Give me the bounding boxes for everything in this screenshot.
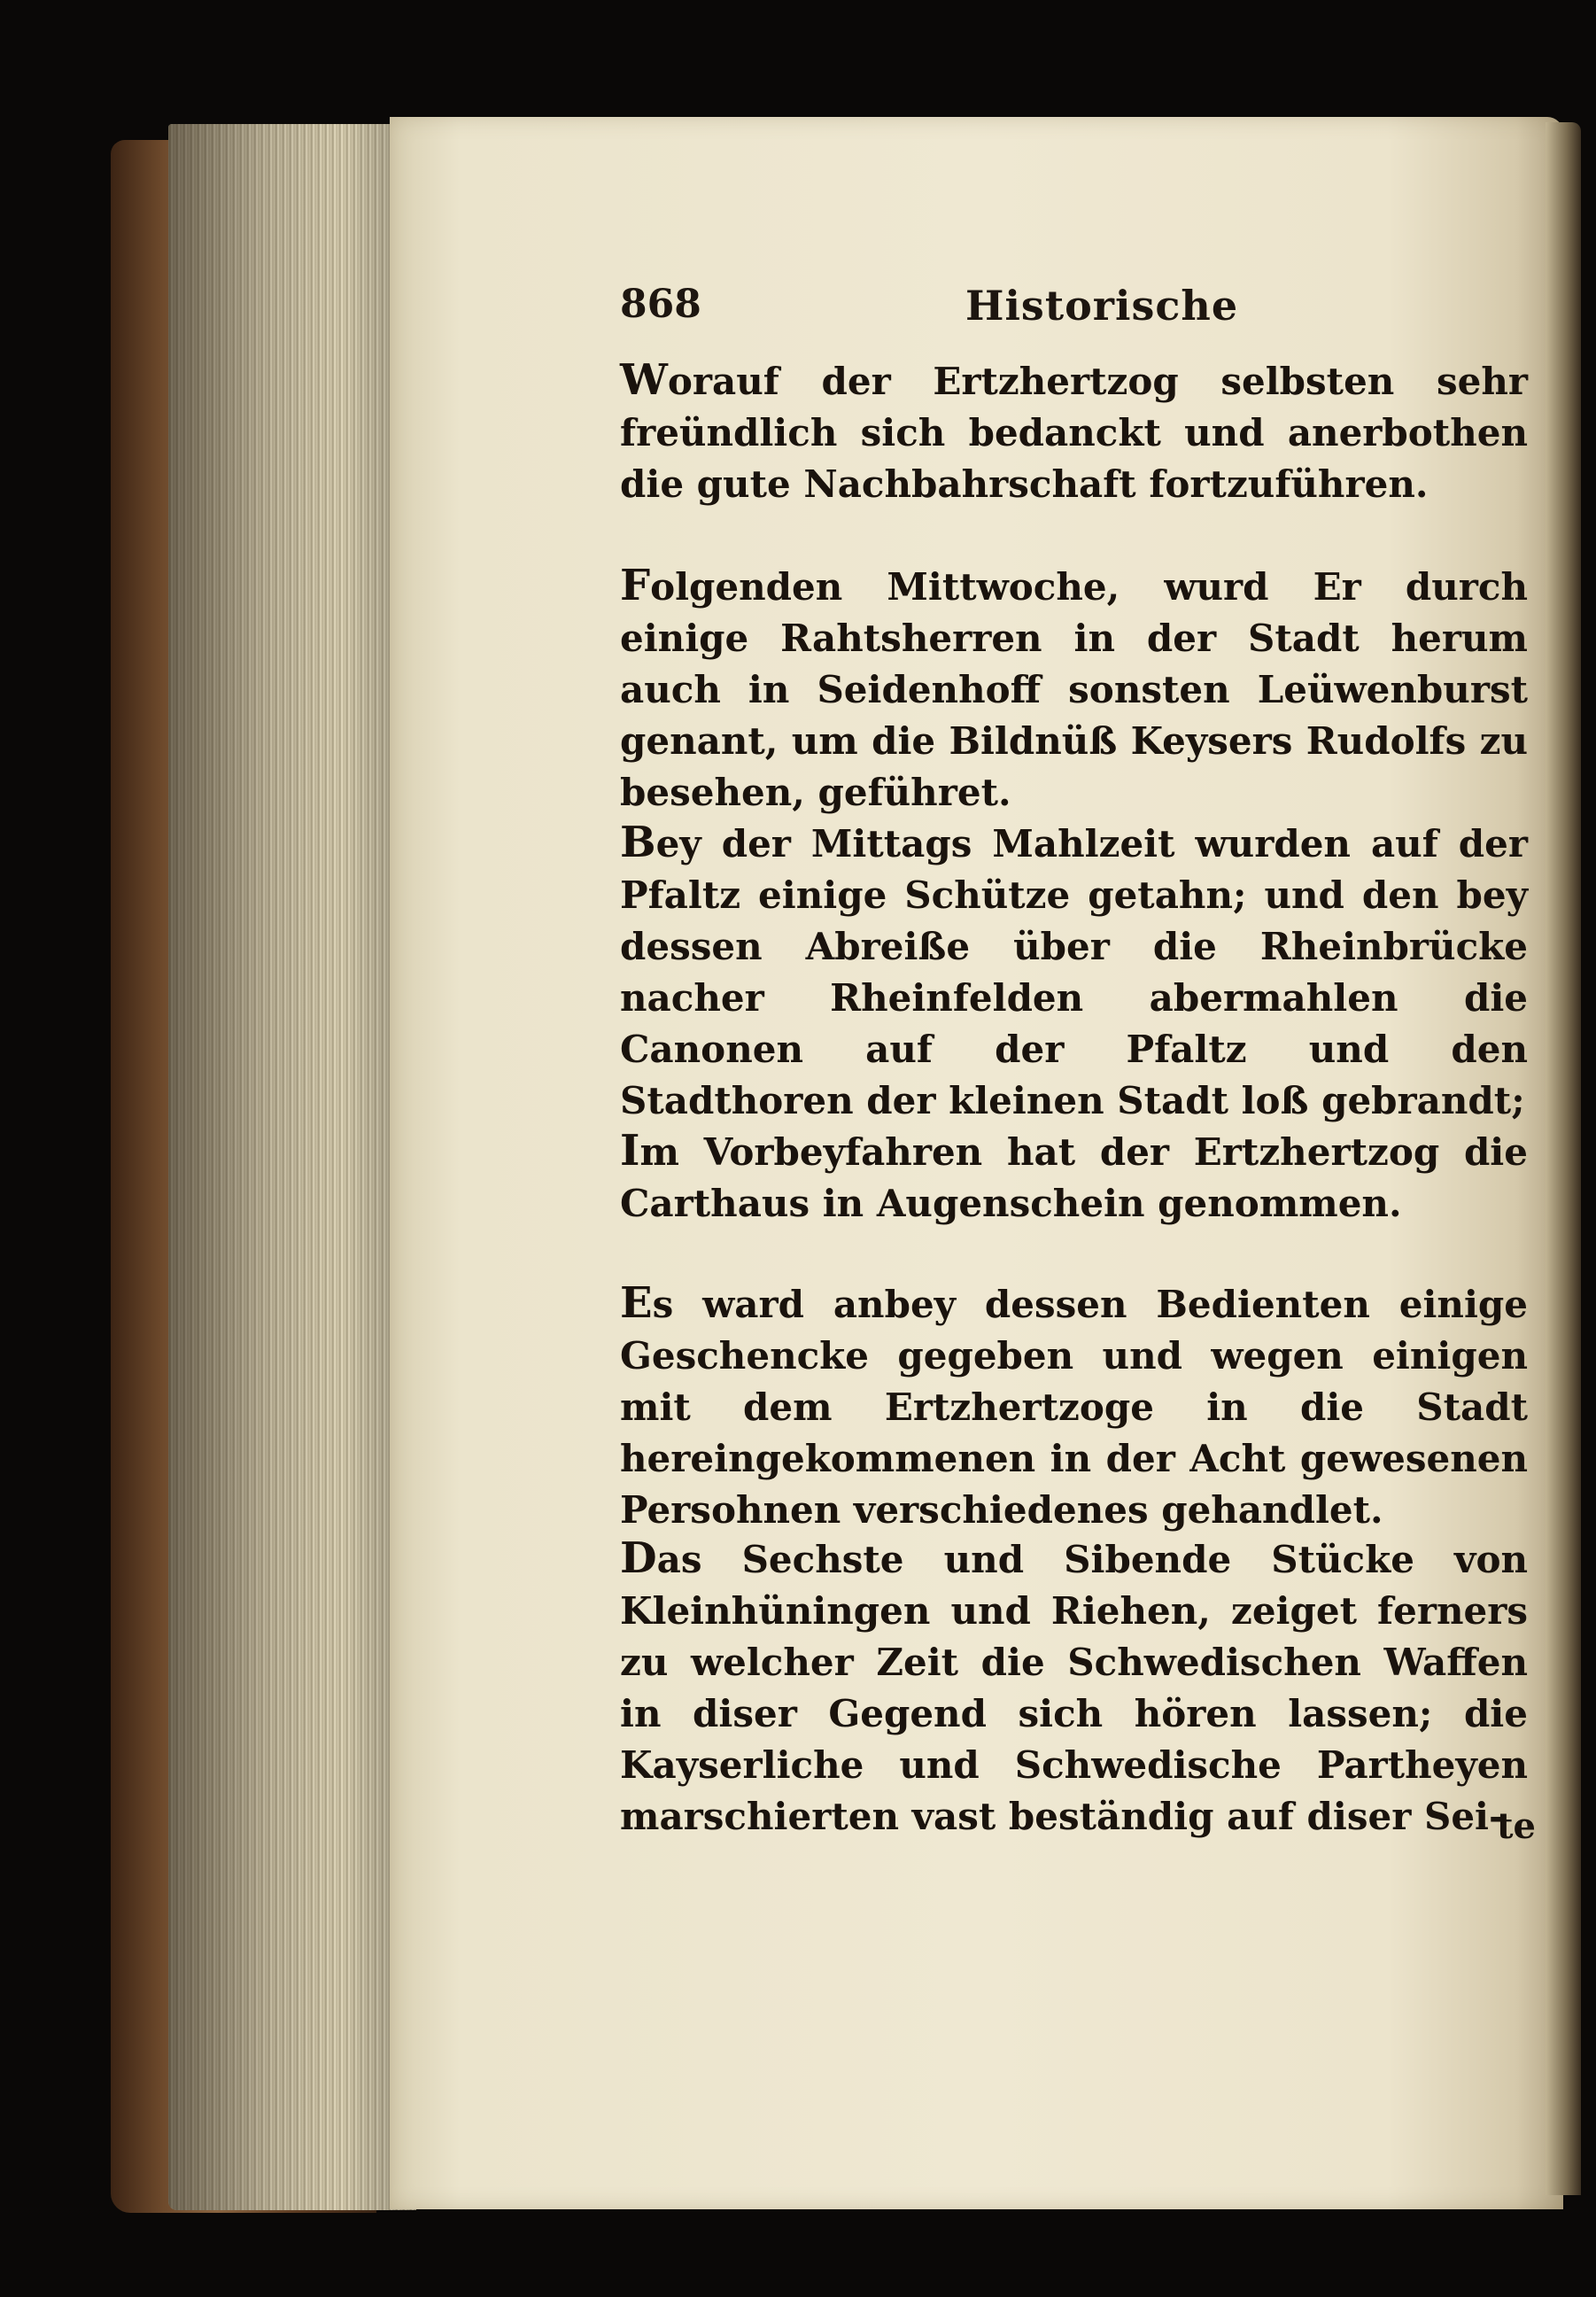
paragraph-5: Es ward anbey dessen Bedienten einige Geschencke gegeben und wegen einigen mit dem Ertzhertzoge in die Stadt hereingekommenen in der Acht gewesenen Persohnen verschiedenes gehandlet. <box>620 1278 1528 1532</box>
paragraph-3: Bey der Mittags Mahlzeit wurden auf der Pfaltz einige Schütze getahn; und den bey dessen Abreiße über die Rheinbrücke nacher Rheinfelden abermahlen die Canonen auf der Pfaltz und den Stadthoren der kleinen Stadt loß gebrandt; <box>620 818 1528 1122</box>
paragraph-4: Im Vorbeyfahren hat der Ertzhertzog die Carthaus in Augenschein genommen. <box>620 1126 1528 1225</box>
page-number: 868 <box>620 282 701 327</box>
book-gutter <box>1546 122 1581 2195</box>
page-edges-shadow <box>168 124 416 2210</box>
paragraph-1: Worauf der Ertzhertzog selbsten sehr freündlich sich bedanckt und anerbothen die gute Nachbahrschaft fortzuführen. <box>620 355 1528 506</box>
paragraph-6: Das Sechste und Sibende Stücke von Kleinhüningen und Riehen, zeiget ferners zu welcher Zeit die Schwedischen Waffen in diser Gegend sich hören lassen; die Kayserliche und Schwedische Partheyen marschierten vast beständig auf diser Sei- <box>620 1533 1528 1838</box>
page-header <box>620 282 1532 335</box>
running-title: Historische <box>965 282 1239 330</box>
catchword: te <box>1497 1805 1536 1847</box>
paragraph-2: Folgenden Mittwoche, wurd Er durch einige Rahtsherren in der Stadt herum auch in Seidenhoff sonsten Leüwenburst genant, um die Bildnüß Keysers Rudolfs zu besehen, geführet. <box>620 561 1528 814</box>
